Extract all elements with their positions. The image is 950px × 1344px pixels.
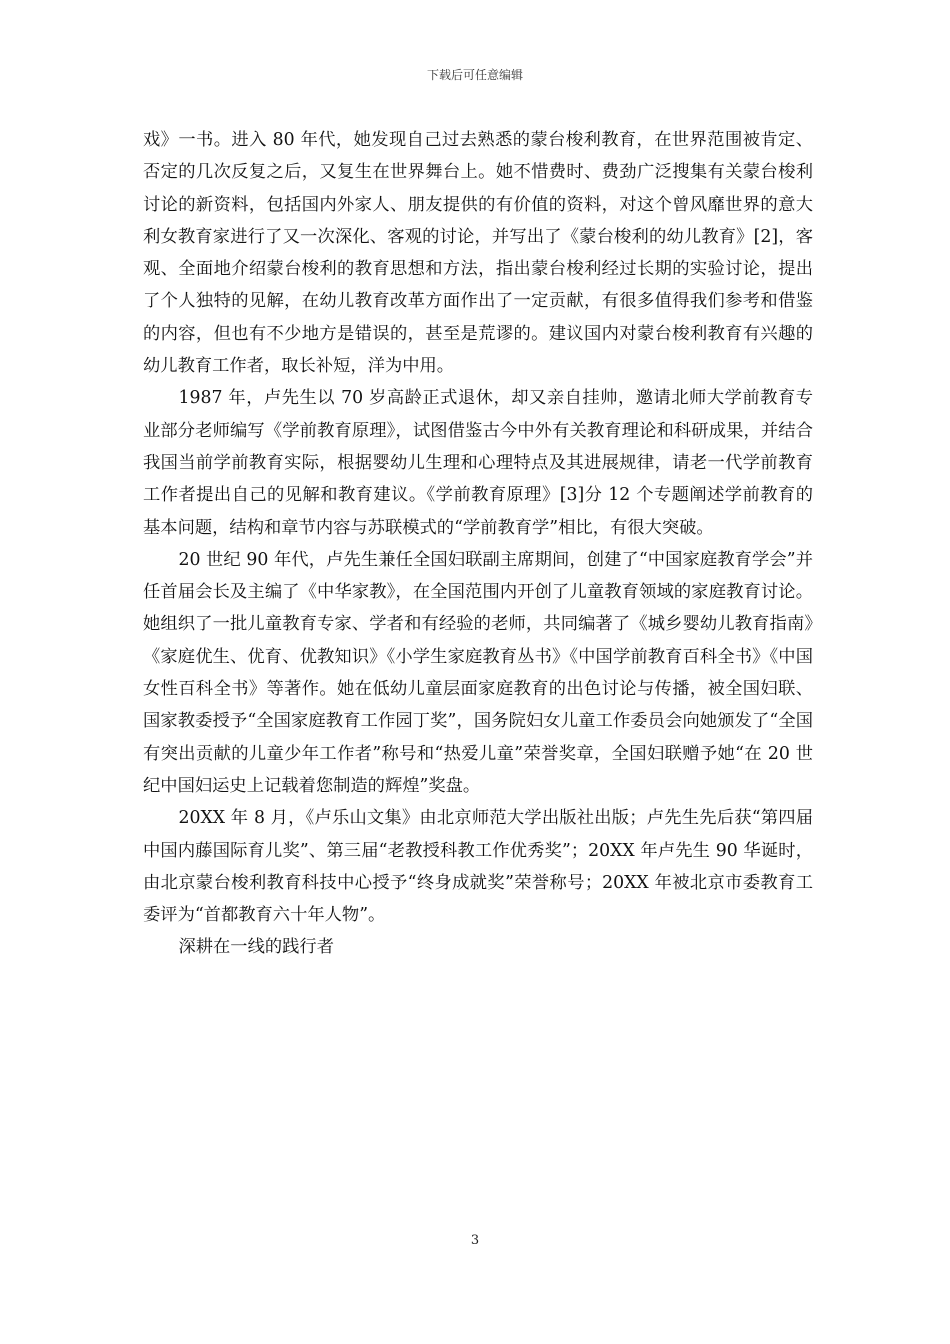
paragraph-1987: 1987 年，卢先生以 70 岁高龄正式退休，却又亲自挂帅，邀请北师大学前教育专业部分老师编写《学前教育原理》，试图借鉴古今中外有关教育理论和科研成果，并结合我国当前学前教育实际，根据婴幼儿生理和心理特点及其进展规律，请老一代学前教育工作者提出自己的见解和教育建议。《学前教育原理》[3]分 12 个专题阐述学前教育的基本问题，结构和章节内容与苏联模式的“学前教育学”相比，有很大突破。 [143, 388, 813, 538]
section-heading: 深耕在一线的践行者 [178, 937, 334, 958]
page-header-note: 下载后可任意编辑 [426, 68, 523, 82]
paragraph-continued: 戏》一书。进入 80 年代，她发现自己过去熟悉的蒙台梭利教育，在世界范围被肯定、否定的几次反复之后，又复生在世界舞台上。她不惜费时、费劲广泛搜集有关蒙台梭利讨论的新资料，包括国内外家人、朋友提供的有价值的资料，对这个曾风靡世界的意大利女教育家进行了又一次深化、客观的讨论，并写出了《蒙台梭利的幼儿教育》[2]，客观、全面地介绍蒙台梭利的教育思想和方法，指出蒙台梭利经过长期的实验讨论，提出了个人独特的见解，在幼儿教育改革方面作出了一定贡献，有很多值得我们参考和借鉴的内容，但也有不少地方是错误的，甚至是荒谬的。建议国内对蒙台梭利教育有兴趣的幼儿教育工作者，取长补短，洋为中用。 [143, 130, 813, 377]
document-body [143, 124, 813, 964]
paragraph-1990s: 20 世纪 90 年代，卢先生兼任全国妇联副主席期间，创建了“中国家庭教育学会”并任首届会长及主编了《中华家教》，在全国范围内开创了儿童教育领域的家庭教育讨论。她组织了一批儿童教育专家、学者和有经验的老师，共同编著了《城乡婴幼儿教育指南》《家庭优生、优育、优教知识》《小学生家庭教育丛书》《中国学前教育百科全书》《中国女性百科全书》等著作。她在低幼儿童层面家庭教育的出色讨论与传播，被全国妇联、国家教委授予“全国家庭教育工作园丁奖”，国务院妇女儿童工作委员会向她颁发了“全国有突出贡献的儿童少年工作者”称号和“热爱儿童”荣誉奖章，全国妇联赠予她“在 20 世纪中国妇运史上记载着您制造的辉煌”奖盘。 [143, 549, 813, 796]
paragraph-20xx: 20XX 年 8 月，《卢乐山文集》由北京师范大学出版社出版；卢先生先后获“第四届中国内藤国际育儿奖”、第三届“老教授科教工作优秀奖”；20XX 年卢先生 90 华诞时，由北京蒙台梭利教育科技中心授予“终身成就奖”荣誉称号；20XX 年被北京市委教育工委评为“首都教育六十年人物”。 [143, 808, 813, 926]
page-number: 3 [470, 1233, 480, 1248]
